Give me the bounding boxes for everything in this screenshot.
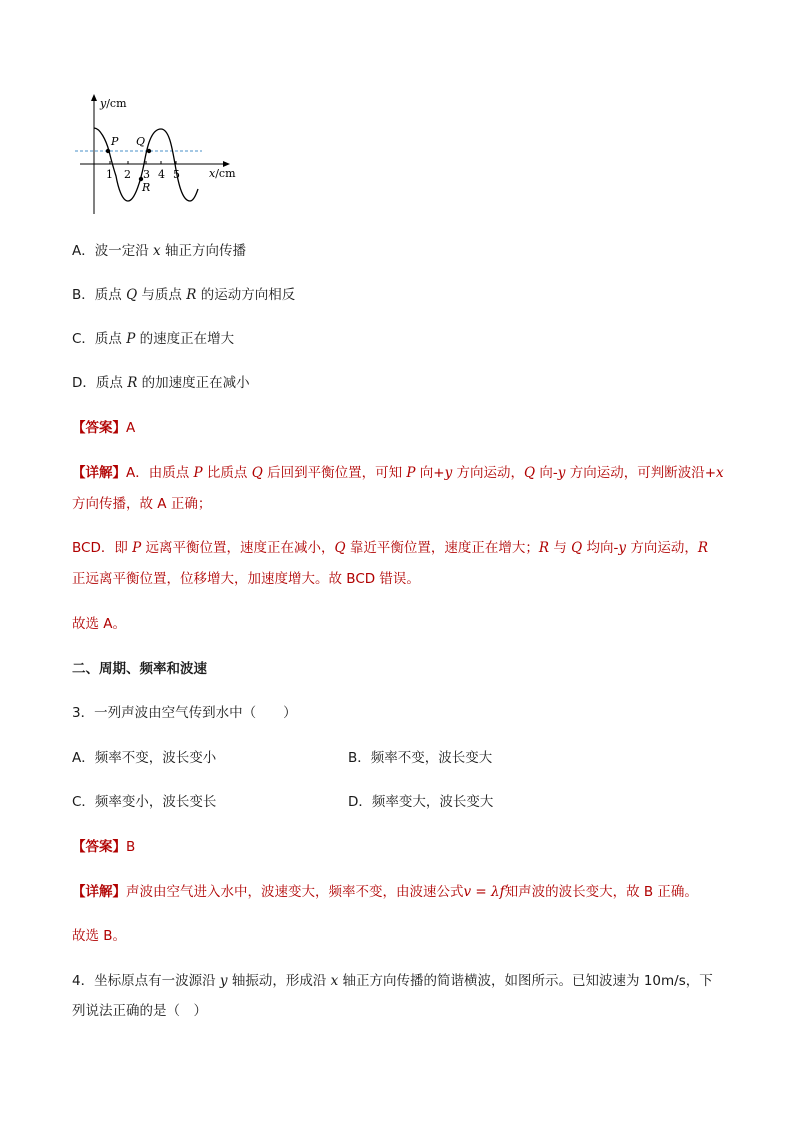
q2-choose: 故选 A。 xyxy=(72,616,127,632)
tick-label: 3 xyxy=(143,168,150,181)
wave-figure xyxy=(72,92,272,220)
label-r: R xyxy=(142,181,151,194)
q2-option-c: C．质点 P 的速度正在增大 xyxy=(72,331,235,347)
q3-option-c: C．频率变小，波长变长 xyxy=(72,794,217,810)
q3-option-b: B．频率不变，波长变大 xyxy=(348,750,493,766)
label-q: Q xyxy=(136,135,146,148)
q3-stem: 3．一列声波由空气传到水中（ ） xyxy=(72,705,297,721)
q2-detail-line1: 【详解】A．由质点 P 比质点 Q 后回到平衡位置，可知 P 向+y 方向运动，Q 向-y 方向运动，可判断波沿+x xyxy=(72,465,724,481)
q2-detail-line4: 正远离平衡位置，位移增大，加速度增大。故 BCD 错误。 xyxy=(72,571,420,587)
q2-answer: 【答案】A xyxy=(72,420,136,436)
y-axis-unit: /cm xyxy=(106,97,127,110)
q2-option-b: B．质点 Q 与质点 R 的运动方向相反 xyxy=(72,287,296,303)
q3-detail: 【详解】声波由空气进入水中，波速变大，频率不变，由波速公式v = λf知声波的波长变大，故 B 正确。 xyxy=(72,884,698,900)
svg-text:y/cm xyxy=(99,97,127,110)
section-heading: 二、周期、频率和波速 xyxy=(72,661,207,677)
y-axis-arrow xyxy=(91,94,97,101)
y-axis-var: y xyxy=(100,97,107,110)
x-axis-var: x xyxy=(209,167,216,180)
tick-label: 1 xyxy=(106,168,113,181)
q2-option-d: D．质点 R 的加速度正在减小 xyxy=(72,375,250,391)
q3-option-d: D．频率变大，波长变大 xyxy=(348,794,494,810)
q4-stem-line2: 列说法正确的是（ ） xyxy=(72,1003,207,1019)
q2-option-a: A．波一定沿 x 轴正方向传播 xyxy=(72,243,246,259)
point-q xyxy=(147,149,151,153)
label-p: P xyxy=(111,135,119,148)
q2-detail-line3: BCD．即 P 远离平衡位置，速度正在减小，Q 靠近平衡位置，速度正在增大；R 与 Q 均向-y 方向运动，R xyxy=(72,540,709,556)
tick-label: 5 xyxy=(173,168,180,181)
x-axis-unit: /cm xyxy=(215,167,236,180)
q3-answer: 【答案】B xyxy=(72,839,136,855)
q3-option-a: A．频率不变，波长变小 xyxy=(72,750,217,766)
tick-label: 4 xyxy=(158,168,165,181)
q4-stem-line1: 4．坐标原点有一波源沿 y 轴振动，形成沿 x 轴正方向传播的简谐横波，如图所示。已知波速为 10m/s，下 xyxy=(72,973,713,989)
wave-formula: v = λf xyxy=(463,884,505,900)
svg-text:x/cm xyxy=(209,167,236,180)
q2-detail-line2: 方向传播，故 A 正确； xyxy=(72,496,212,512)
q3-choose: 故选 B。 xyxy=(72,928,127,944)
tick-label: 2 xyxy=(124,168,131,181)
point-p xyxy=(106,149,110,153)
